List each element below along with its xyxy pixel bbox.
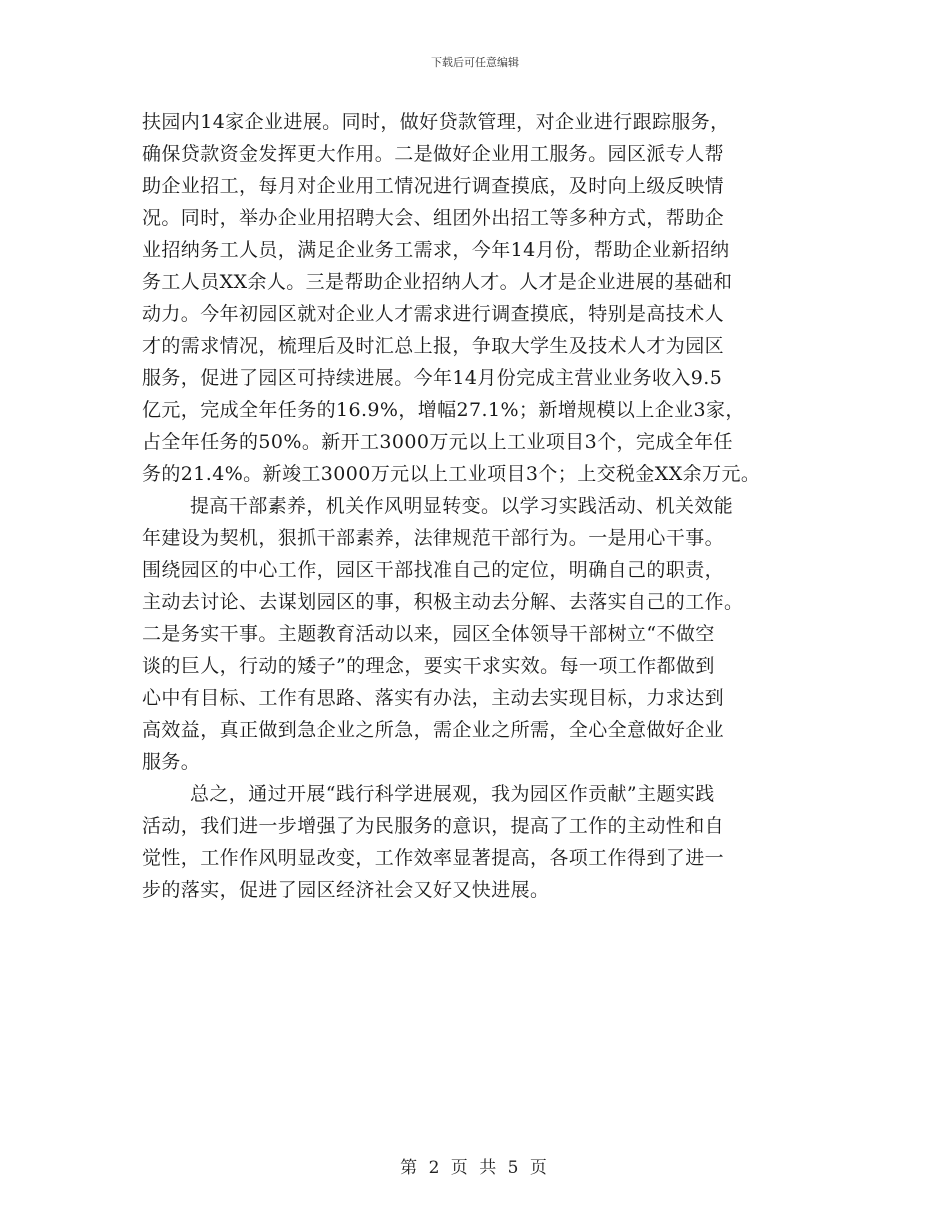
text-line: 活动，我们进一步增强了为民服务的意识，提高了工作的主动性和自 xyxy=(142,815,725,837)
page-footer: 第 2 页 共 5 页 xyxy=(400,1158,550,1178)
text-line: 务的21.4%。新竣工3000万元以上工业项目3个；上交税金XX余万元。 xyxy=(142,463,761,485)
text-line: 占全年任务的50%。新开工3000万元以上工业项目3个，完成全年任 xyxy=(142,431,733,453)
text-line: 况。同时，举办企业用招聘大会、组团外出招工等多种方式，帮助企 xyxy=(142,207,725,229)
text-line: 觉性，工作作风明显改变，工作效率显著提高，各项工作得到了进一 xyxy=(142,847,725,869)
text-line: 扶园内14家企业进展。同时，做好贷款管理，对企业进行跟踪服务， xyxy=(142,111,730,133)
text-line: 确保贷款资金发挥更大作用。二是做好企业用工服务。园区派专人帮 xyxy=(142,143,725,165)
text-line: 总之，通过开展“践行科学进展观，我为园区作贡献”主题实践 xyxy=(190,783,715,805)
document-body xyxy=(142,106,814,906)
text-line: 服务，促进了园区可持续进展。今年14月份完成主营业业务收入9.5 xyxy=(142,367,723,389)
text-line: 服务。 xyxy=(142,751,201,773)
text-line: 围绕园区的中心工作，园区干部找准自己的定位，明确自己的职责， xyxy=(142,559,725,581)
text-line: 动力。今年初园区就对企业人才需求进行调查摸底，特别是高技术人 xyxy=(142,303,725,325)
text-line: 务工人员XX余人。三是帮助企业招纳人才。人才是企业进展的基础和 xyxy=(142,271,733,293)
text-line: 谈的巨人，行动的矮子”的理念，要实干求实效。每一项工作都做到 xyxy=(142,655,715,677)
page-header: 下载后可任意编辑 xyxy=(431,56,519,69)
text-line: 助企业招工，每月对企业用工情况进行调查摸底，及时向上级反映情 xyxy=(142,175,725,197)
text-line: 提高干部素养，机关作风明显转变。以学习实践活动、机关效能 xyxy=(190,495,734,517)
text-line: 心中有目标、工作有思路、落实有办法，主动去实现目标，力求达到 xyxy=(142,687,725,709)
text-line: 二是务实干事。主题教育活动以来，园区全体领导干部树立“不做空 xyxy=(142,623,715,645)
text-line: 才的需求情况，梳理后及时汇总上报，争取大学生及技术人才为园区 xyxy=(142,335,725,357)
text-line: 主动去讨论、去谋划园区的事，积极主动去分解、去落实自己的工作。 xyxy=(142,591,744,613)
text-line: 高效益，真正做到急企业之所急，需企业之所需，全心全意做好企业 xyxy=(142,719,725,741)
text-line: 业招纳务工人员，满足企业务工需求，今年14月份，帮助企业新招纳 xyxy=(142,239,730,261)
text-line: 年建设为契机，狠抓干部素养，法律规范干部行为。一是用心干事。 xyxy=(142,527,725,549)
text-line: 亿元，完成全年任务的16.9%，增幅27.1%；新增规模以上企业3家， xyxy=(142,399,745,421)
text-line: 步的落实，促进了园区经济社会又好又快进展。 xyxy=(142,879,550,901)
